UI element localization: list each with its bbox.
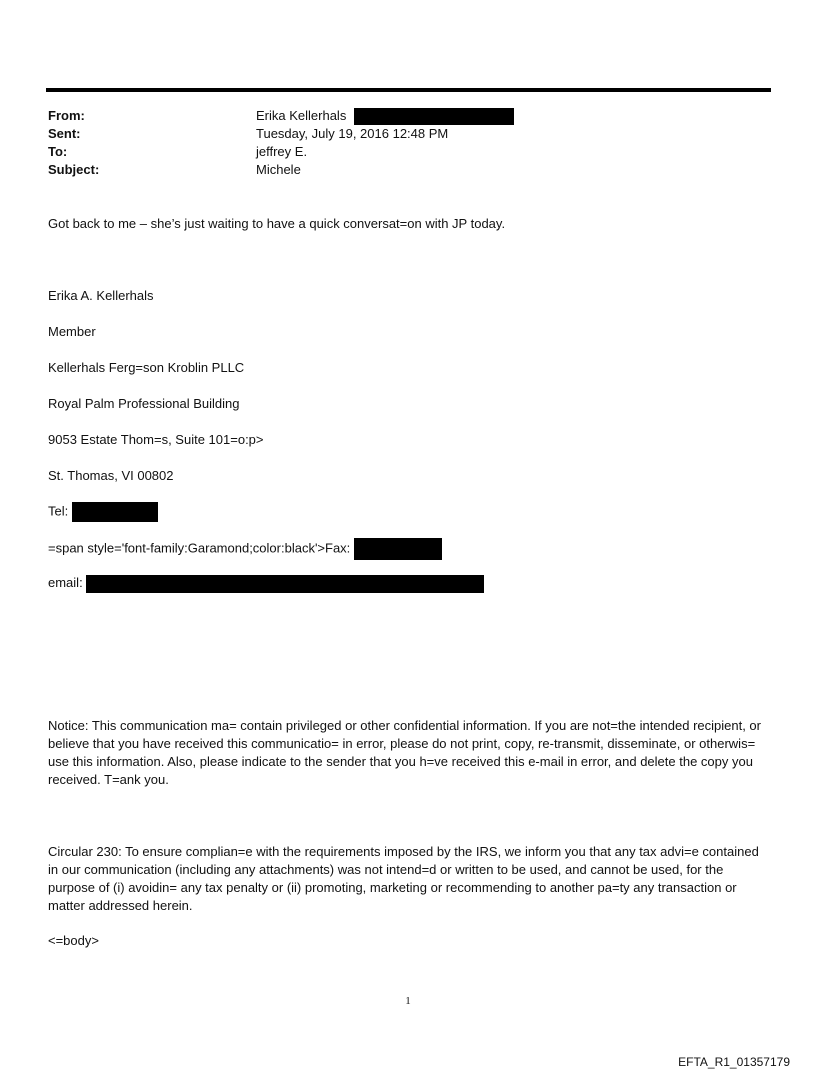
subject-value: Michele [256, 162, 301, 177]
signature-building: Royal Palm Professional Building [48, 396, 240, 411]
signature-email [48, 574, 484, 593]
from-value [256, 107, 514, 125]
signature-tel [48, 502, 158, 522]
signature-name: Erika A. Kellerhals [48, 288, 154, 303]
to-value: jeffrey E. [256, 144, 308, 159]
page-number: 1 [405, 995, 411, 1007]
circular-230-disclaimer: Circular 230: To ensure complian=e with the requirements imposed by the IRS, we inform you that any tax advi=e contained in our communication (including any attachments) was not intend=d or written to be used, and cannot be used, for the purpose of (i) avoidin= any tax penalty or (ii) promoting, marketing or recommending to another pa=ty any transaction or matter addressed herein. [48, 844, 759, 913]
header-rule [46, 88, 771, 92]
redaction-tel [72, 502, 158, 522]
document-id: EFTA_R1_01357179 [678, 1055, 790, 1069]
from-name: Erika Kellerhals [256, 108, 347, 123]
redaction-email [86, 575, 484, 593]
tel-label: Tel: [48, 503, 69, 519]
message-body: Got back to me – she’s just waiting to have a quick conversat=on with JP today. [48, 216, 506, 231]
subject-label: Subject: [48, 162, 100, 177]
body-tag-artifact: <=body> [48, 933, 99, 948]
signature-city: St. Thomas, VI 00802 [48, 468, 174, 483]
signature-firm: Kellerhals Ferg=son Kroblin PLLC [48, 360, 245, 375]
sent-label: Sent: [48, 126, 81, 141]
confidentiality-notice: Notice: This communication ma= contain privileged or other confidential information. If you are not=the intended recipient, or believe that you have received this communicatio= in error, please do not print, copy, re-transmit, disseminate, or otherwis= use this information. Also, please indicate to the sender that you h=ve received this e-mail in error, and delete the copy you received. T=ank you. [48, 718, 761, 787]
email-label: email: [48, 575, 83, 590]
signature-address: 9053 Estate Thom=s, Suite 101=o:p> [48, 432, 264, 447]
redaction-fax [354, 538, 442, 560]
fax-label: =span style='font-family:Garamond;color:black'>Fax: [48, 540, 351, 556]
from-label: From: [48, 108, 85, 123]
to-label: To: [48, 144, 68, 159]
sent-value: Tuesday, July 19, 2016 12:48 PM [256, 126, 449, 141]
redaction-from-email [354, 108, 514, 125]
signature-fax [48, 538, 442, 560]
signature-title: Member [48, 324, 96, 339]
